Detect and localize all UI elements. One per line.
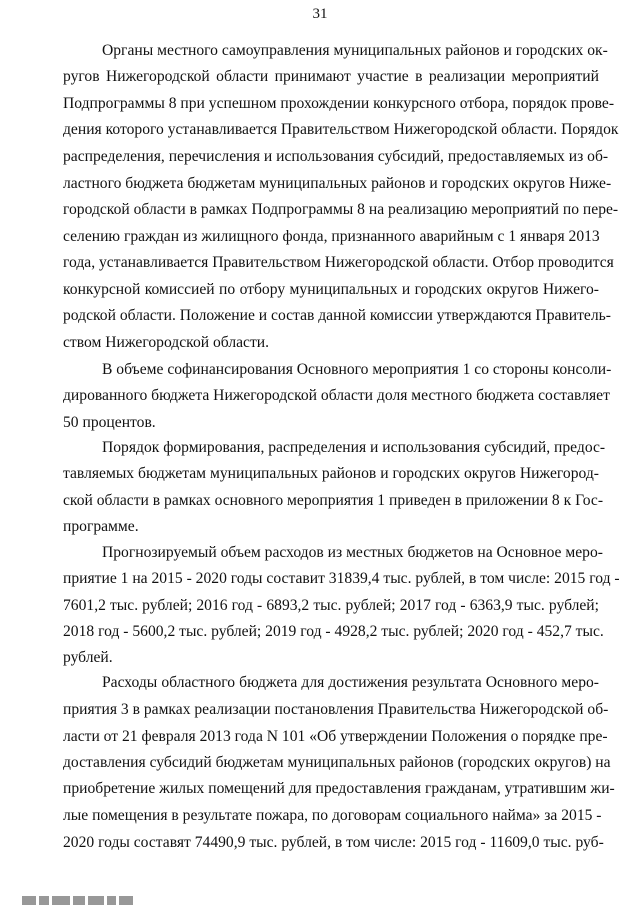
text-line: родской области. Положение и состав данной комиссии утверждаются Правитель-	[63, 307, 611, 324]
text-line: 2018 год - 5600,2 тыс. рублей; 2019 год - 4928,2 тыс. рублей; 2020 год - 452,7 тыс.	[63, 623, 604, 640]
text-line: лые помещения в результате пожара, по договорам социального найма» за 2015 -	[63, 807, 602, 824]
text-line: тавляемых бюджетам муниципальных районов и городских округов Нижегород-	[63, 465, 599, 482]
text-line: ластного бюджета бюджетам муниципальных районов и городских округов Ниже-	[63, 175, 612, 192]
text-line: В объеме софинансирования Основного мероприятия 1 со стороны консоли-	[102, 361, 612, 378]
text-line: дения которого устанавливается Правительством Нижегородской области. Порядок	[63, 121, 619, 138]
text-line: Органы местного самоуправления муниципальных районов и городских ок-	[102, 42, 608, 59]
scan-artifact	[22, 896, 182, 905]
text-line: городской области в рамках Подпрограммы 8 на реализацию мероприятий по пере-	[63, 201, 619, 218]
text-line: конкурсной комиссией по отбору муниципальных и городских округов Нижего-	[63, 281, 599, 298]
text-line: Прогнозируемый объем расходов из местных бюджетов на Основное меро-	[102, 544, 603, 561]
text-line: 2020 годы составят 74490,9 тыс. рублей, в том числе: 2015 год - 11609,0 тыс. руб-	[63, 834, 604, 851]
text-line: Порядок формирования, распределения и использования субсидий, предос-	[102, 439, 606, 456]
text-line: ругов Нижегородской области принимают участие в реализации мероприятий	[63, 68, 599, 85]
text-line: программе.	[63, 518, 139, 535]
text-line: Подпрограммы 8 при успешном прохождении конкурсного отбора, порядок прове-	[63, 95, 615, 112]
text-line: рублей.	[63, 649, 113, 666]
text-line: 7601,2 тыс. рублей; 2016 год - 6893,2 тыс. рублей; 2017 год - 6363,9 тыс. рублей;	[63, 597, 599, 614]
text-line: доставления субсидий бюджетам муниципальных районов (городских округов) на	[63, 754, 611, 771]
text-line: ством Нижегородской области.	[63, 334, 270, 351]
text-line: приятия 3 в рамках реализации постановления Правительства Нижегородской об-	[63, 701, 609, 718]
text-line: ласти от 21 февраля 2013 года N 101 «Об утверждении Положения о порядке пре-	[63, 728, 608, 745]
text-line: приобретение жилых помещений для предоставления гражданам, утратившим жи-	[63, 780, 615, 797]
text-line: распределения, перечисления и использования субсидий, предоставляемых из об-	[63, 148, 609, 165]
text-line: ской области в рамках основного мероприятия 1 приведен в приложении 8 к Гос-	[63, 492, 604, 509]
text-line: года, устанавливается Правительством Нижегородской области. Отбор проводится	[63, 254, 614, 271]
text-line: селению граждан из жилищного фонда, признанного аварийным с 1 января 2013	[63, 228, 600, 245]
text-line: 50 процентов.	[63, 414, 156, 431]
text-line: дированного бюджета Нижегородской области доля местного бюджета составляет	[63, 387, 610, 404]
text-line: приятие 1 на 2015 - 2020 годы составит 31839,4 тыс. рублей, в том числе: 2015 год -	[63, 570, 620, 587]
page-number: 31	[312, 6, 328, 22]
text-line: Расходы областного бюджета для достижения результата Основного меро-	[102, 674, 599, 691]
